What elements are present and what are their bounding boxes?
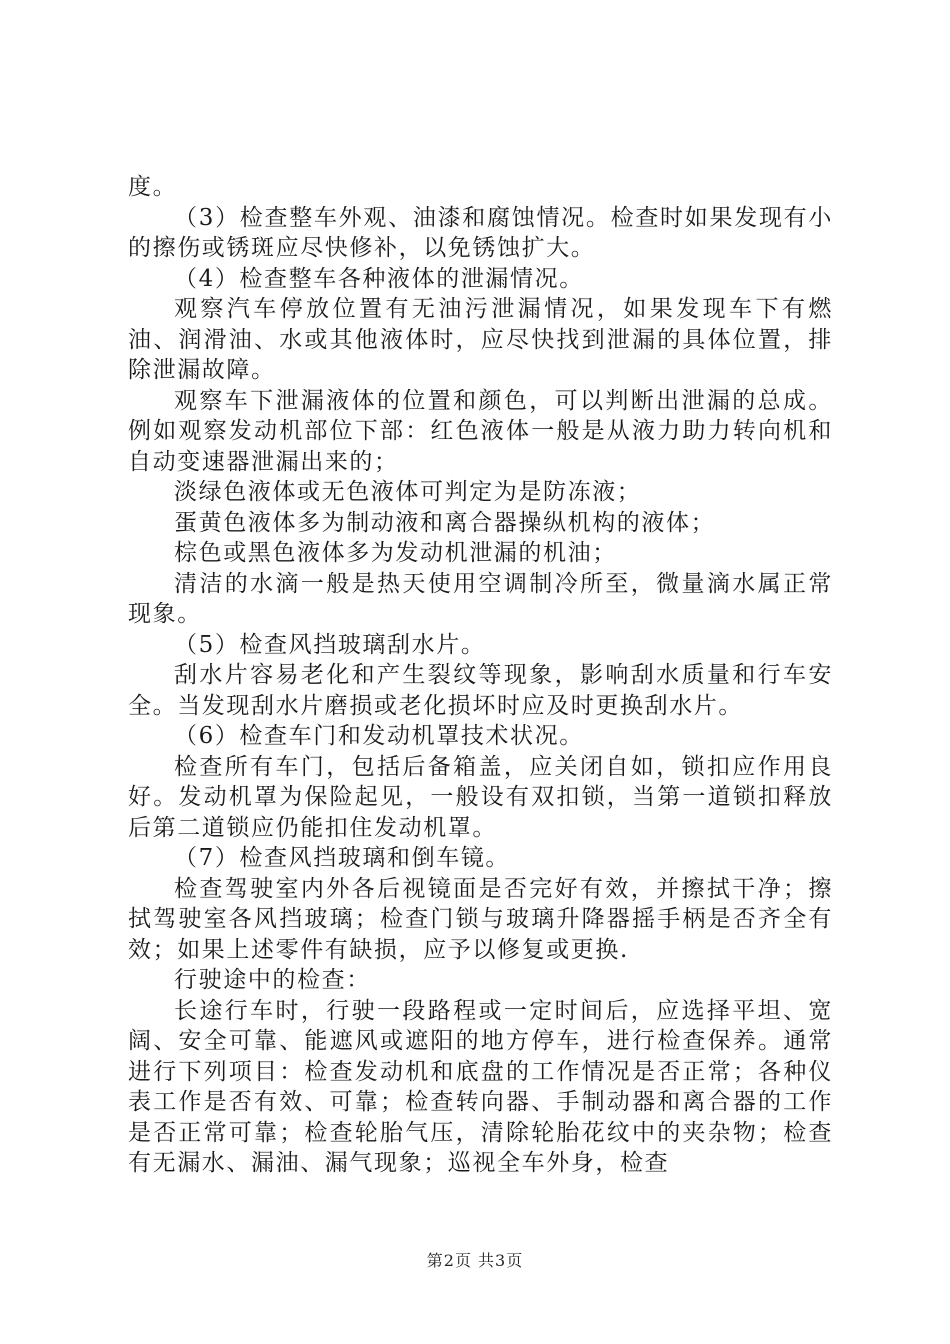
paragraph: 清洁的水滴一般是热天使用空调制冷所至，微量滴水属正常现象。 [128,570,833,627]
paragraph: 观察车下泄漏液体的位置和颜色，可以判断出泄漏的总成。例如观察发动机部位下部：红色液体一般是从液力助力转向机和自动变速器泄漏出来的； [128,387,833,475]
paragraph: 度。 [128,174,178,200]
paragraph: （5）检查风挡玻璃刮水片。 [174,631,486,658]
paragraph: 观察汽车停放位置有无油污泄漏情况，如果发现车下有燃油、润滑油、水或其他液体时，应尽快找到泄漏的具体位置，排除泄漏故障。 [128,296,833,383]
paragraph: （6）检查车门和发动机罩技术状况。 [174,723,584,749]
paragraph: 棕色或黑色液体多为发动机泄漏的机油； [174,540,617,566]
paragraph: 检查所有车门，包括后备箱盖，应关闭自如，锁扣应作用良好。发动机罩为保险起见，一般设有双扣锁，当第一道锁扣释放后第二道锁应仍能扣住发动机罩。 [128,753,833,841]
paragraph: （3）检查整车外观、油漆和腐蚀情况。检查时如果发现有小的擦伤或锈斑应尽快修补，以免锈蚀扩大。 [128,204,833,261]
paragraph: （4）检查整车各种液体的泄漏情况。 [174,265,584,292]
page-number-footer: 第2页 共3页 [426,1251,524,1270]
paragraph: 刮水片容易老化和产生裂纹等现象，影响刮水质量和行车安全。当发现刮水片磨损或老化损坏时应及时更换刮水片。 [128,662,833,719]
paragraph: 行驶途中的检查： [174,967,371,993]
paragraph: 长途行车时，行驶一段路程或一定时间后，应选择平坦、宽阔、安全可靠、能遮风或遮阳的地方停车，进行检查保养。通常进行下列项目：检查发动机和底盘的工作情况是否正常；各种仪表工作是否有效、可靠；检查转向器、手制动器和离合器的工作是否正常可靠；检查轮胎气压，清除轮胎花纹中的夹杂物；检查有无漏水、漏油、漏气现象；巡视全车外身，检查 [128,997,833,1176]
paragraph: 蛋黄色液体多为制动液和离合器操纵机构的液体； [174,509,716,536]
paragraph: 淡绿色液体或无色液体可判定为是防冻液； [174,479,642,505]
paragraph: （7）检查风挡玻璃和倒车镜。 [174,845,511,871]
paragraph: 检查驾驶室内外各后视镜面是否完好有效，并擦拭干净；擦拭驾驶室各风挡玻璃；检查门锁与玻璃升降器摇手柄是否齐全有效；如果上述零件有缺损，应予以修复或更换. [128,875,833,963]
document-body [128,172,833,1179]
